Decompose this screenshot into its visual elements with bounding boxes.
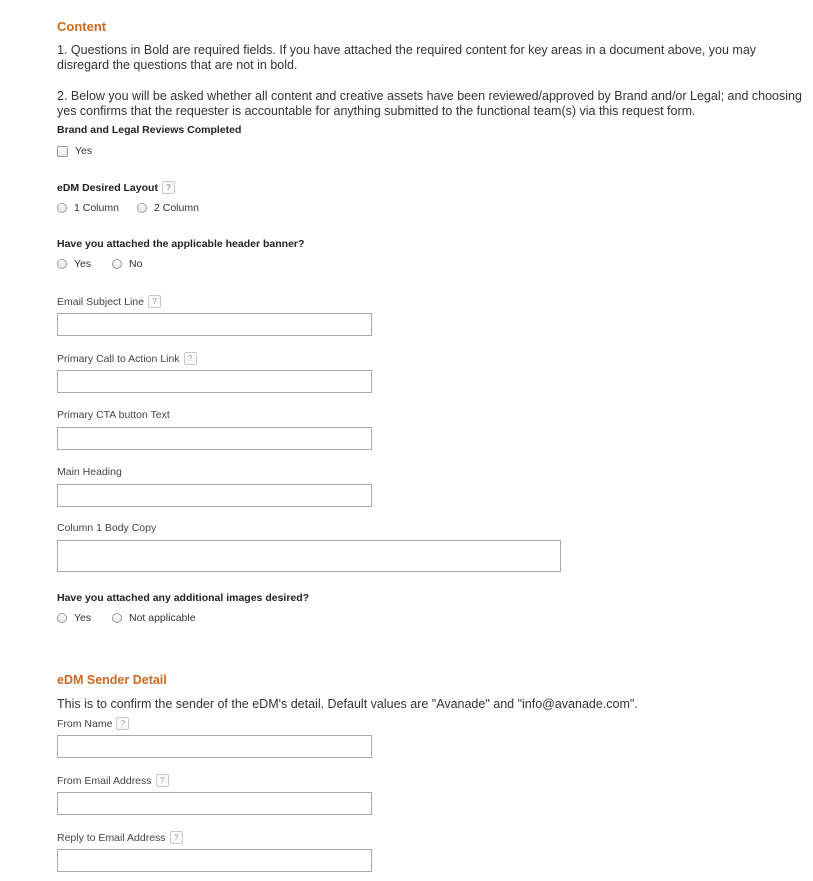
header-banner-no-label: No (129, 258, 143, 270)
body-copy-label: Column 1 Body Copy (57, 522, 157, 534)
layout-label-text: eDM Desired Layout (57, 182, 158, 194)
from-name-input[interactable] (57, 735, 372, 758)
cta-link-label-text: Primary Call to Action Link (57, 353, 180, 365)
additional-images-na-label: Not applicable (129, 612, 196, 624)
additional-images-yes-option[interactable] (57, 612, 91, 624)
header-banner-yes-radio[interactable] (57, 259, 67, 269)
content-section-title: Content (57, 19, 107, 34)
cta-link-input[interactable] (57, 370, 372, 393)
layout-label (57, 181, 175, 194)
sender-section-title: eDM Sender Detail (57, 673, 167, 687)
cta-text-input[interactable] (57, 427, 372, 450)
layout-2-column-radio[interactable] (137, 203, 147, 213)
cta-link-label (57, 352, 197, 365)
sender-intro: This is to confirm the sender of the eDM's detail. Default values are "Avanade" and "info@avanade.com". (57, 697, 638, 711)
additional-images-na-radio[interactable] (112, 613, 122, 623)
from-email-label-text: From Email Address (57, 775, 152, 787)
layout-1-column-label: 1 Column (74, 202, 119, 214)
layout-option-2-column[interactable] (137, 202, 199, 214)
brand-legal-yes-option[interactable] (57, 145, 92, 157)
header-banner-no-option[interactable] (112, 258, 142, 270)
layout-option-1-column[interactable] (57, 202, 119, 214)
layout-1-column-radio[interactable] (57, 203, 67, 213)
body-copy-textarea[interactable] (57, 540, 561, 572)
from-email-help-icon[interactable]: ? (156, 774, 169, 787)
brand-legal-label: Brand and Legal Reviews Completed (57, 124, 242, 136)
from-email-label (57, 774, 169, 787)
reply-email-help-icon[interactable]: ? (170, 831, 183, 844)
main-heading-label: Main Heading (57, 466, 122, 478)
header-banner-yes-option[interactable] (57, 258, 91, 270)
from-name-label-text: From Name (57, 718, 113, 730)
main-heading-input[interactable] (57, 484, 372, 507)
from-email-input[interactable] (57, 792, 372, 815)
cta-link-help-icon[interactable]: ? (184, 352, 197, 365)
header-banner-no-radio[interactable] (112, 259, 122, 269)
header-banner-yes-label: Yes (74, 258, 92, 270)
from-name-help-icon[interactable]: ? (116, 717, 129, 730)
approval-note: 2. Below you will be asked whether all content and creative assets have been reviewed/approved by Brand and/or Legal; and choosing yes confirms that the requester is accountable for anything submitted to the functional team(s) via this request form. (57, 89, 802, 118)
layout-help-icon[interactable]: ? (162, 181, 175, 194)
subject-line-label (57, 295, 161, 308)
subject-line-label-text: Email Subject Line (57, 296, 144, 308)
additional-images-na-option[interactable] (112, 612, 196, 624)
brand-legal-yes-checkbox[interactable] (57, 146, 68, 157)
additional-images-yes-label: Yes (74, 612, 92, 624)
brand-legal-yes-label: Yes (75, 145, 93, 157)
additional-images-label: Have you attached any additional images desired? (57, 592, 310, 604)
additional-images-yes-radio[interactable] (57, 613, 67, 623)
reply-email-input[interactable] (57, 849, 372, 872)
reply-email-label (57, 831, 183, 844)
layout-2-column-label: 2 Column (154, 202, 199, 214)
subject-line-input[interactable] (57, 313, 372, 336)
header-banner-label: Have you attached the applicable header banner? (57, 238, 305, 250)
from-name-label (57, 717, 129, 730)
subject-line-help-icon[interactable]: ? (148, 295, 161, 308)
cta-text-label: Primary CTA button Text (57, 409, 170, 421)
required-fields-note: 1. Questions in Bold are required fields. If you have attached the required content for key areas in a document above, you may disregard the questions that are not in bold. (57, 43, 757, 72)
reply-email-label-text: Reply to Email Address (57, 832, 166, 844)
